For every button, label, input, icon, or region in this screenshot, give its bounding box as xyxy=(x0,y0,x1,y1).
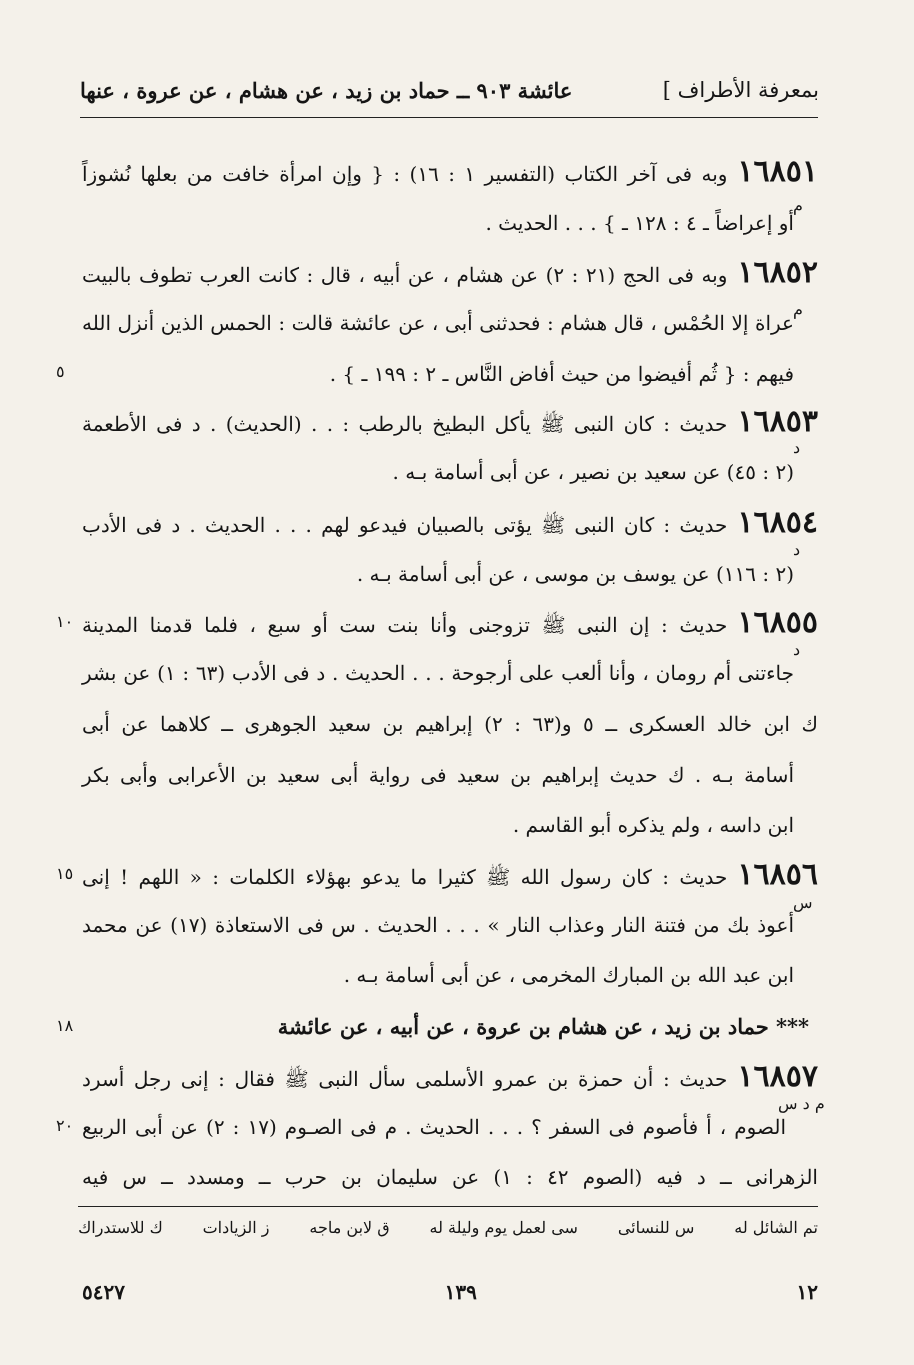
entry-text: حديث : أن حمزة بن عمرو الأسلمى سأل النبى ﷺ فقال : إنى رجل أسرد xyxy=(82,1067,728,1091)
running-header xyxy=(80,68,819,112)
entry-text: حديث : كان رسول الله ﷺ كثيرا ما يدعو بهؤلاء الكلمات : « اللهم ! إنى xyxy=(82,865,728,889)
source-symbol: م xyxy=(793,300,803,319)
page-number: ١٣٩ xyxy=(444,1280,477,1304)
entry-16854-line-2: (٢ : ١١٦) عن يوسف بن موسى ، عن أبى أسامة بـه . xyxy=(356,562,794,586)
entry-number: ١٦٨٥١ xyxy=(737,154,818,189)
entry-text: حديث : كان النبى ﷺ يأكل البطيخ بالرطب : . . (الحديث) . د فى الأطعمة xyxy=(82,412,728,436)
entry-16851-line-2: أو إعراضاً ـ ٤ : ١٢٨ ـ } . . . الحديث . xyxy=(485,211,794,235)
entry-16852-line-2: عراة إلا الحُمْس ، قال هشام : فحدثنى أبى ، عن عائشة قالت : الحمس الذين أنزل الله xyxy=(82,311,794,335)
source-symbol: م xyxy=(793,196,803,215)
entry-16855-line-1 xyxy=(82,606,818,640)
entry-16853-line-1 xyxy=(82,405,818,439)
header-chain-title: عائشة ٩٠٣ ــ حماد بن زيد ، عن هشام ، عن عروة ، عنها xyxy=(80,77,573,103)
cumulative-number: ٥٤٢٧ xyxy=(82,1280,125,1304)
abbreviation-item: س للنسائى xyxy=(617,1218,695,1237)
margin-line-number: ١٠ xyxy=(56,612,74,631)
source-symbol: م د س xyxy=(778,1094,825,1113)
margin-line-number: ٢٠ xyxy=(56,1116,74,1135)
entry-text: حديث : إن النبى ﷺ تزوجنى وأنا بنت ست أو سبع ، فلما قدمنا المدينة xyxy=(82,613,728,637)
abbreviation-item: تم الشائل له xyxy=(734,1218,818,1237)
source-symbol: د xyxy=(793,438,801,457)
entry-16857-line-2: الصوم ، أ فأصوم فى السفر ؟ . . . الحديث . م فى الصـوم (١٧ : ٢) عن أبى الربيع xyxy=(82,1115,787,1139)
abbreviation-item: ك للاستدراك xyxy=(78,1218,163,1237)
header-rule xyxy=(80,117,818,118)
footer-rule xyxy=(78,1206,818,1207)
entry-16857-line-3: الزهرانى ــ د فيه (الصوم ٤٢ : ١) عن سليمان بن حرب ــ ومسدد ــ س فيه xyxy=(82,1165,818,1189)
abbreviation-item: سى لعمل يوم وليلة له xyxy=(429,1218,578,1237)
entry-16855-line-4: أسامة بـه . ك حديث إبراهيم بن سعيد فى رواية أبى سعيد بن الأعرابى وأبى بكر xyxy=(82,763,794,787)
entry-16856-line-3: ابن عبد الله بن المبارك المخرمى ، عن أبى أسامة بـه . xyxy=(343,963,794,987)
source-symbol: د xyxy=(793,540,801,559)
entry-number: ١٦٨٥٧ xyxy=(737,1059,818,1094)
entry-number: ١٦٨٥٣ xyxy=(737,404,818,439)
entry-16852-line-3: فيهم : { ثُم أفيضوا من حيث أفاض النَّاس ـ ٢ : ١٩٩ ـ } . xyxy=(329,362,794,386)
abbreviation-item: ق لابن ماجه xyxy=(309,1218,390,1237)
abbreviations-key xyxy=(78,1218,818,1246)
entry-16857-line-1 xyxy=(82,1060,818,1094)
entry-text: وبه فى الحج (٢١ : ٢) عن هشام ، عن أبيه ، قال : كانت العرب تطوف بالبيت xyxy=(82,263,728,287)
entry-number: ١٦٨٥٤ xyxy=(737,505,818,540)
source-symbol: د xyxy=(793,640,801,659)
page-footer xyxy=(82,1280,818,1310)
entry-16851-line-1 xyxy=(82,155,818,189)
entry-text: حديث : كان النبى ﷺ يؤتى بالصبيان فيدعو لهم . . . الحديث . د فى الأدب xyxy=(82,513,728,537)
volume-number: ١٢ xyxy=(796,1280,818,1304)
margin-line-number: ٥ xyxy=(56,362,65,381)
margin-line-number: ١٥ xyxy=(56,864,74,883)
source-symbol: س xyxy=(793,893,813,912)
abbreviation-item: ز الزيادات xyxy=(202,1218,270,1237)
entry-16853-line-2: (٢ : ٤٥) عن سعيد بن نصير ، عن أبى أسامة بـه . xyxy=(392,460,794,484)
entry-number: ١٦٨٥٢ xyxy=(737,255,818,290)
entry-text: وبه فى آخر الكتاب (التفسير ١ : ١٦) : { وإن امرأة خافت من بعلها نُشوزاً xyxy=(82,162,728,186)
entry-16855-line-2: جاءتنى أم رومان ، وأنا ألعب على أرجوحة . . . الحديث . د فى الأدب (٦٣ : ١) عن بشر xyxy=(82,661,795,685)
entry-16852-line-1 xyxy=(82,256,818,290)
entry-16854-line-1 xyxy=(82,506,818,540)
entry-number: ١٦٨٥٥ xyxy=(737,605,818,640)
entry-16855-line-5: ابن داسه ، ولم يذكره أبو القاسم . xyxy=(512,813,794,837)
entry-number: ١٦٨٥٦ xyxy=(737,857,818,892)
entry-16856-line-2: أعوذ بك من فتنة النار وعذاب النار » . . . الحديث . س فى الاستعاذة (١٧) عن محمد xyxy=(82,913,795,937)
entry-16856-line-1 xyxy=(82,858,818,892)
margin-line-number: ١٨ xyxy=(56,1016,74,1035)
header-section-title: بمعرفة الأطراف ] xyxy=(662,78,819,102)
isnad-heading: *** حماد بن زيد ، عن هشام بن عروة ، عن أبيه ، عن عائشة xyxy=(277,1014,809,1039)
entry-16855-line-3: ك ابن خالد العسكرى ــ ٥ و(٦٣ : ٢) إبراهيم بن سعيد الجوهرى ــ كلاهما عن أبى xyxy=(82,712,818,736)
